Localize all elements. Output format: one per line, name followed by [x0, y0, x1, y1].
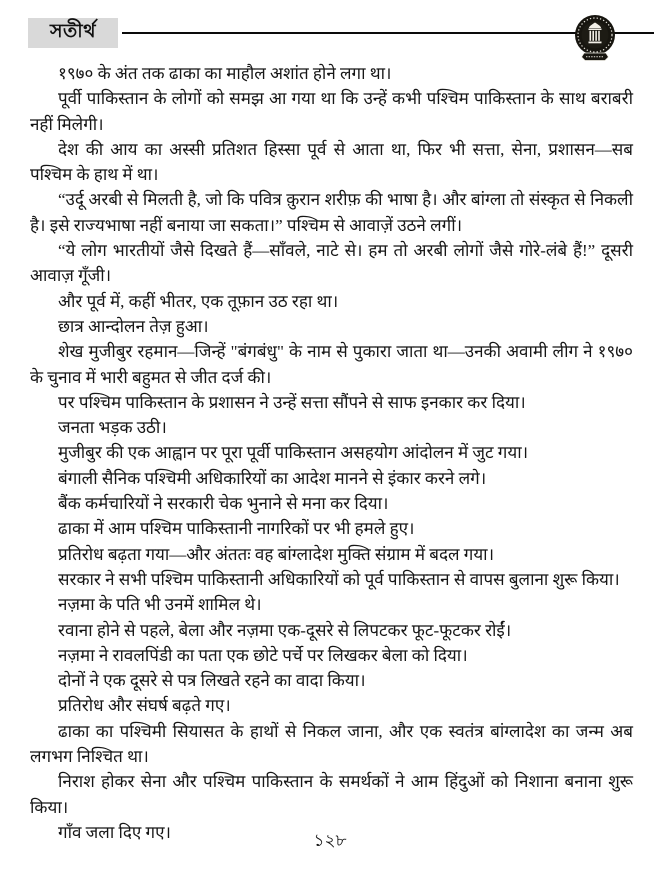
paragraph: प्रतिरोध बढ़ता गया—और अंततः वह बांग्लादेश मुक्ति संग्राम में बदल गया। — [58, 544, 495, 564]
paragraph: नज़मा के पति भी उनमें शामिल थे। — [58, 595, 262, 615]
paragraph: रवाना होने से पहले, बेला और नज़मा एक-दूसरे से लिपटकर फूट-फूटकर रोईं। — [58, 620, 512, 640]
paragraph: प्रतिरोध और संघर्ष बढ़ते गए। — [58, 696, 231, 716]
book-title: সতীর্থ — [49, 21, 97, 42]
paragraph: पर पश्चिम पाकिस्तान के प्रशासन ने उन्हें सत्ता सौंपने से साफ इनकार कर दिया। — [58, 392, 526, 412]
paragraph: बैंक कर्मचारियों ने सरकारी चेक भुनाने से मना कर दिया। — [58, 494, 389, 514]
paragraph: ढाका का पश्चिमी सियासत के हाथों से निकल जाना, और एक स्वतंत्र बांग्लादेश का जन्म अब लगभग निश्चित था। — [30, 721, 633, 767]
paragraph: निराश होकर सेना और पश्चिम पाकिस्तान के समर्थकों ने आम हिंदुओं को निशाना बनाना शुरू किया। — [30, 772, 633, 817]
paragraph: शेख मुजीबुर रहमान—जिन्हें "बंगबंधु" के नाम से पुकारा जाता था—उनकी अवामी लीग ने १९७० के चुनाव में भारी बहुमत से जीत दर्ज की। — [30, 342, 633, 387]
paragraph: “ये लोग भारतीयों जैसे दिखते हैं—साँवले, नाटे से। हम तो अरबी लोगों जैसे गोरे-लंबे हैं!” दूसरी आवाज़ गूँजी। — [30, 241, 633, 286]
page-text — [30, 61, 633, 845]
paragraph: छात्र आन्दोलन तेज़ हुआ। — [58, 316, 209, 336]
paragraph: पूर्वी पाकिस्तान के लोगों को समझ आ गया था कि उन्हें कभी पश्चिम पाकिस्तान के साथ बराबरी नहीं मिलेगी। — [30, 89, 633, 134]
page-number: ১২৮ — [313, 831, 347, 850]
page-header — [0, 0, 660, 64]
paragraph: गाँव जला दिए गए। — [58, 822, 171, 842]
paragraph: और पूर्व में, कहीं भीतर, एक तूफ़ान उठ रहा था। — [58, 291, 339, 311]
paragraph: १९७० के अंत तक ढाका का माहौल अशांत होने लगा था। — [58, 64, 392, 83]
paragraph: देश की आय का अस्सी प्रतिशत हिस्सा पूर्व से आता था, फिर भी सत्ता, सेना, प्रशासन—सब पश्चिम के हाथ में था। — [30, 139, 633, 185]
paragraph: सरकार ने सभी पश्चिम पाकिस्तानी अधिकारियों को पूर्व पाकिस्तान से वापस बुलाना शुरू किया। — [58, 569, 620, 589]
paragraph: “उर्दू अरबी से मिलती है, जो कि पवित्र क़ुरान शरीफ़ की भाषा है। और बांग्ला तो संस्कृत से निकली है। इसे राज्यभाषा नहीं बनाया जा सकता।” पश्चिम से आवाज़ें उठने लगीं। — [30, 190, 633, 235]
paragraph: मुजीबुर की एक आह्वान पर पूरा पूर्वी पाकिस्तान असहयोग आंदोलन में जुट गया। — [58, 443, 529, 463]
paragraph: नज़मा ने रावलपिंडी का पता एक छोटे पर्चे पर लिखकर बेला को दिया। — [58, 645, 468, 665]
publisher-seal-icon — [572, 13, 618, 63]
paragraph: ढाका में आम पश्चिम पाकिस्तानी नागरिकों पर भी हमले हुए। — [58, 519, 415, 539]
paragraph: जनता भड़क उठी। — [58, 418, 167, 438]
paragraph: दोनों ने एक दूसरे से पत्र लिखते रहने का वादा किया। — [58, 671, 366, 691]
running-header-title-box — [28, 18, 118, 48]
paragraph: बंगाली सैनिक पश्चिमी अधिकारियों का आदेश मानने से इंकार करने लगे। — [58, 468, 487, 488]
